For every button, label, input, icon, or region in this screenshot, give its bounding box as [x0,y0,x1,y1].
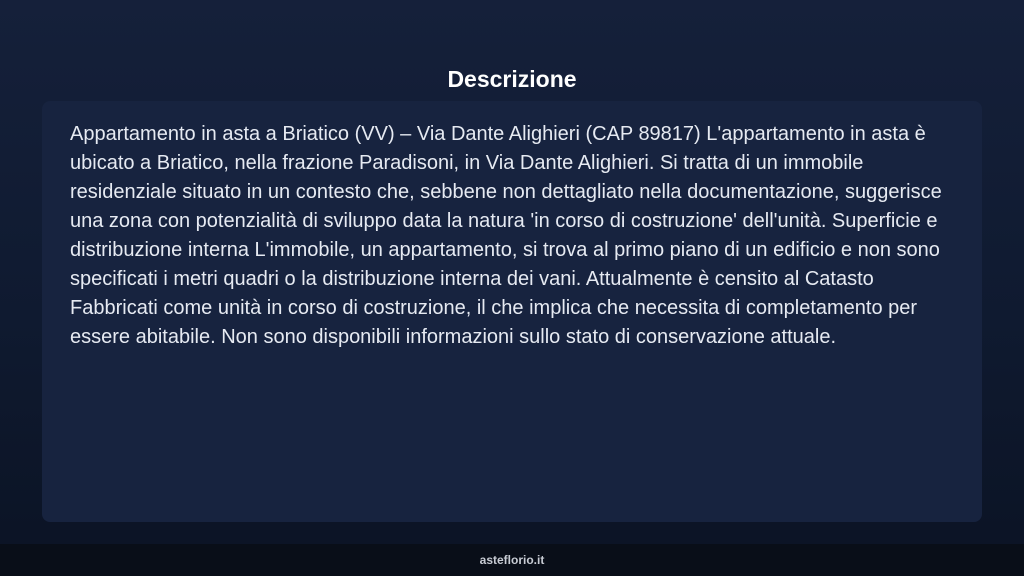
description-text: Appartamento in asta a Briatico (VV) – Via Dante Alighieri (CAP 89817) L'appartamento in asta è ubicato a Briatico, nella frazione Paradisoni, in Via Dante Alighieri. Si tratta di un immobile residenziale situato in un contesto che, sebbene non dettagliato nella documentazione, suggerisce una zona con potenzialità di sviluppo data la natura 'in corso di costruzione' dell'unità. Superficie e distribuzione interna L'immobile, un appartamento, si trova al primo piano di un edificio e non sono specificati i metri quadri o la distribuzione interna dei vani. Attualmente è censito al Catasto Fabbricati come unità in corso di costruzione, il che implica che necessita di completamento per essere abitabile. Non sono disponibili informazioni sullo stato di conservazione attuale. [70,123,942,348]
page-title: Descrizione [447,66,577,93]
description-card [42,101,982,522]
footer [0,544,1024,576]
footer-brand: asteflorio.it [479,553,545,567]
